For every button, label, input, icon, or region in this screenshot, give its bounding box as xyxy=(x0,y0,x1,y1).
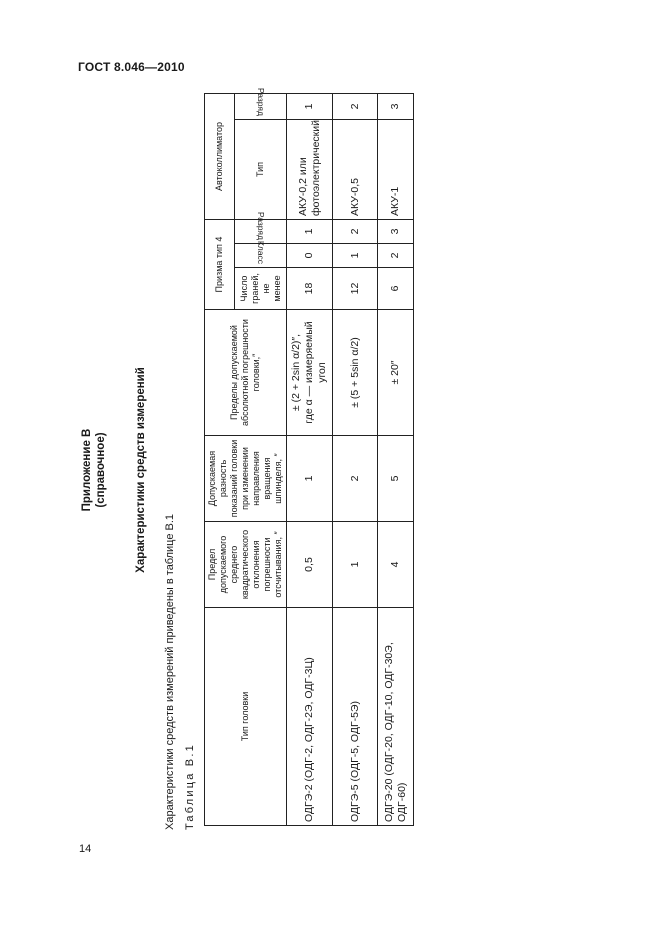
page-number: 14 xyxy=(79,843,92,855)
cell-ac-grade: 3 xyxy=(378,94,414,120)
cell-diff: 1 xyxy=(287,436,333,522)
cell-limit-error: 1 xyxy=(333,522,378,608)
table-row xyxy=(333,94,378,826)
cell-ac-type: АКУ-1 xyxy=(378,120,414,220)
cell-prism-grade: 2 xyxy=(333,220,378,244)
col-diff-readings: Допускаемая разность показаний головки при изменении направления вращения шпинделя, ″ xyxy=(205,436,287,522)
annex-subtitle: (справочное) xyxy=(95,432,107,508)
annex-heading xyxy=(80,80,108,860)
col-prism-group: Призма тип 4 xyxy=(205,220,235,310)
table-header-row xyxy=(205,94,235,826)
cell-diff: 2 xyxy=(333,436,378,522)
col-head-type: Тип головки xyxy=(205,608,287,826)
standard-header: ГОСТ 8.046—2010 xyxy=(78,60,185,74)
cell-abs-error: ± (5 + 5sin α/2) xyxy=(333,310,378,436)
cell-prism-grade: 1 xyxy=(287,220,333,244)
cell-diff: 5 xyxy=(378,436,414,522)
cell-limit-error: 0,5 xyxy=(287,522,333,608)
prism-grade-label: Разряд xyxy=(256,211,266,240)
col-ac-type: Тип xyxy=(235,120,287,220)
section-title: Характеристики средств измерений xyxy=(135,367,147,573)
cell-faces: 12 xyxy=(333,268,378,310)
cell-ac-grade: 1 xyxy=(287,94,333,120)
intro-text: Характеристики средств измерений приведены в таблице В.1 xyxy=(164,513,176,830)
col-prism-grade xyxy=(235,211,287,244)
cell-faces: 6 xyxy=(378,268,414,310)
col-limit-error: Предел допускаемого среднего квадратического отклонения погрешности отсчитывания, ″ xyxy=(205,522,287,608)
abs-error-formula: ± (2 + 2sin α/2)″, xyxy=(290,333,302,412)
cell-head-type: ОДГЭ-20 (ОДГ-20, ОДГ-10, ОДГ-30Э, ОДГ-60) xyxy=(378,608,414,826)
col-prism-faces: Число граней, не менее xyxy=(235,268,287,310)
cell-ac-type: АКУ-0,5 xyxy=(333,120,378,220)
col-prism-class xyxy=(235,240,287,268)
cell-faces: 18 xyxy=(287,268,333,310)
cell-abs-error xyxy=(287,310,333,436)
rotated-content xyxy=(80,80,410,860)
cell-prism-grade: 3 xyxy=(378,220,414,244)
prism-class-label: Класс xyxy=(256,240,266,264)
characteristics-table xyxy=(204,87,414,826)
cell-head-type: ОДГЭ-5 (ОДГ-5, ОДГ-5Э) xyxy=(333,608,378,826)
cell-prism-class: 1 xyxy=(333,244,378,268)
cell-abs-error: ± 20″ xyxy=(378,310,414,436)
cell-prism-class: 2 xyxy=(378,244,414,268)
annex-title: Приложение В xyxy=(81,428,93,512)
col-ac-grade xyxy=(235,87,287,120)
abs-error-note: где α — измеряемый угол xyxy=(303,321,328,424)
table-caption: Таблица В.1 xyxy=(184,743,196,830)
cell-ac-grade: 2 xyxy=(333,94,378,120)
cell-limit-error: 4 xyxy=(378,522,414,608)
cell-prism-class: 0 xyxy=(287,244,333,268)
cell-head-type: ОДГЭ-2 (ОДГ-2, ОДГ-2Э, ОДГ-3Ц) xyxy=(287,608,333,826)
col-abs-error: Пределы допускаемой абсолютной погрешности головки,″ xyxy=(205,310,287,436)
ac-grade-label: Разряд xyxy=(256,87,266,116)
table-row xyxy=(378,94,414,826)
col-autocollimator-group: Автоколлиматор xyxy=(205,94,235,220)
table-row xyxy=(287,94,333,826)
cell-ac-type: АКУ-0,2 или фотоэлектрический xyxy=(287,120,333,220)
